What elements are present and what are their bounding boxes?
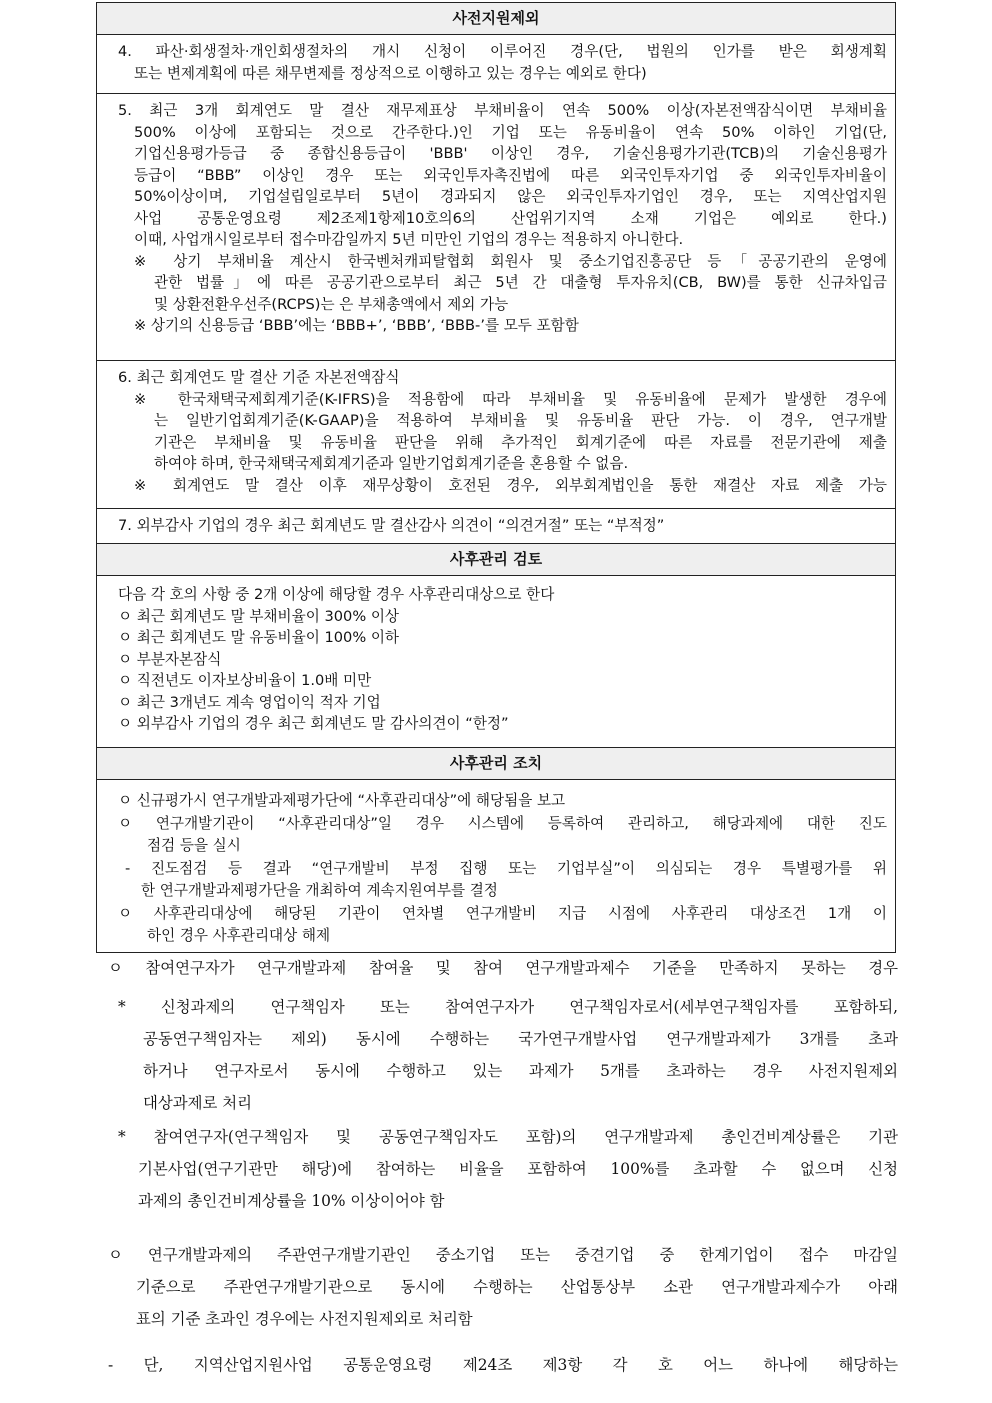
eligibility-table [96, 2, 896, 953]
body-line: 기본사업(연구기관만 해당)에 참여하는 비율을 포함하여 100%를 초과할 수 없으며 신청 [138, 1160, 898, 1178]
item-7-line: 7. 외부감사 기업의 경우 최근 회계년도 말 결산감사 의견이 “의견거절” 또는 “부적정” [118, 517, 665, 534]
post-action-cell [97, 780, 896, 953]
post-review-cell [97, 576, 896, 748]
body-line: ㅇ 참여연구자가 연구개발과제 참여율 및 참여 연구개발과제수 기준을 만족하지 못하는 경우 [108, 959, 898, 977]
post-review-item: ㅇ 최근 회계년도 말 부채비율이 300% 이상 [118, 607, 400, 625]
paragraph-marginal-firm [108, 1239, 898, 1335]
post-review-item: ㅇ 최근 3개년도 계속 영업이익 적자 기업 [118, 693, 381, 711]
item-5-line: 기업신용평가등급 중 종합신용등급이 'BBB' 이상인 경우, 기술신용평가기관(TCB)의 기술신용평가 [134, 145, 887, 162]
item-5-line: 5. 최근 3개 회계연도 말 결산 재무제표상 부채비율이 연속 500% 이상(자본전액잠식이면 부채비율 [118, 102, 887, 119]
item-5-cell [97, 94, 896, 361]
body-line: 대상과제로 처리 [143, 1094, 252, 1112]
post-action-item: ㅇ 신규평가시 연구개발과제평가단에 “사후관리대상”에 해당됨을 보고 [118, 792, 566, 809]
item-5-note: ※ 상기의 신용등급 ‘BBB’에는 ‘BBB+’, ‘BBB’, ‘BBB-’를 모두 포함함 [134, 317, 579, 334]
post-review-item: ㅇ 부분자본잠식 [118, 650, 222, 668]
paragraph-participation [108, 952, 898, 984]
body-line: 공동연구책임자는 제외) 동시에 수행하는 국가연구개발사업 연구개발과제가 3개를 초과 [143, 1030, 898, 1048]
body-line: 과제의 총인건비계상률을 10% 이상이어야 함 [138, 1192, 445, 1210]
post-review-item: ㅇ 외부감사 기업의 경우 최근 회계년도 말 감사의견이 “한정” [118, 715, 509, 732]
section-title-post-review: 사후관리 검토 [97, 544, 896, 576]
item-6-note: 하여야 하며, 한국채택국제회계기준과 일반기업회계기준을 혼용할 수 없음. [154, 455, 629, 472]
note-task-limit [118, 991, 898, 1119]
section-title-post-action: 사후관리 조치 [97, 748, 896, 780]
paragraph-exception [108, 1349, 898, 1381]
post-action-subitem: - 진도점검 등 결과 “연구개발비 부정 집행 또는 기업부실”이 의심되는 경우 특별평가를 위 [125, 859, 887, 877]
post-review-item: ㅇ 최근 회계년도 말 유동비율이 100% 이하 [118, 629, 400, 646]
item-6-note: 는 일반기업회계기준(K-GAAP)을 적용하여 부채비율 및 유동비율 판단 가능. 이 경우, 연구개발 [154, 412, 887, 429]
note-labor-cost [118, 1121, 898, 1217]
item-5-line: 50%이상이며, 기업설립일로부터 5년이 경과되지 않은 외국인투자기업인 경우, 또는 지역산업지원 [134, 188, 887, 205]
body-line: 표의 기준 초과인 경우에는 사전지원제외로 처리함 [136, 1310, 473, 1328]
body-line: 기준으로 주관연구개발기관으로 동시에 수행하는 산업통상부 소관 연구개발과제수가 아래 [136, 1278, 898, 1296]
body-line: - 단, 지역산업지원사업 공통운영요령 제24조 제3항 각 호 어느 하나에 해당하는 [108, 1356, 898, 1374]
item-6-note: 기관은 부채비율 및 유동비율 판단을 위해 추가적인 회계기준에 따른 자료를 전문기관에 제출 [154, 433, 887, 451]
post-action-subitem: 한 연구개발과제평가단을 개최하여 계속지원여부를 결정 [141, 882, 498, 899]
item-4-line: 4. 파산·회생절차·개인회생절차의 개시 신청이 이루어진 경우(단, 법원의 인가를 받은 회생계획 [118, 43, 887, 60]
post-action-item: ㅇ 연구개발기관이 “사후관리대상”일 경우 시스템에 등록하여 관리하고, 해당과제에 대한 진도 [118, 814, 887, 832]
post-action-item: 하인 경우 사후관리대상 해제 [147, 927, 331, 944]
item-5-note: ※ 상기 부채비율 계산시 한국벤처캐피탈협회 회원사 및 중소기업진흥공단 등「공공기관의 운영에 [134, 252, 887, 270]
section-title-pre-exclusion: 사전지원제외 [97, 3, 896, 35]
item-7-cell [97, 509, 896, 544]
body-line: 하거나 연구자로서 동시에 수행하고 있는 과제가 5개를 초과하는 경우 사전지원제외 [143, 1062, 898, 1080]
post-review-item: ㅇ 직전년도 이자보상비율이 1.0배 미만 [118, 672, 372, 689]
item-5-line: 이때, 사업개시일로부터 접수마감일까지 5년 미만인 기업의 경우는 적용하지 아니한다. [134, 231, 684, 248]
post-action-item: ㅇ 사후관리대상에 해당된 기관이 연차별 연구개발비 지급 시점에 사후관리 대상조건 1개 이 [118, 904, 887, 922]
item-4-cell [97, 35, 896, 94]
post-action-item: 점검 등을 실시 [147, 837, 241, 854]
item-5-note: 및 상환전환우선주(RCPS)는 은 부채총액에서 제외 가능 [154, 295, 509, 313]
item-6-cell [97, 361, 896, 509]
item-5-line: 500% 이상에 포함되는 것으로 간주한다.)인 기업 또는 유동비율이 연속 50% 이하인 기업(단, [134, 123, 887, 141]
body-line: * 신청과제의 연구책임자 또는 참여연구자가 연구책임자로서(세부연구책임자를 포함하되, [118, 998, 898, 1016]
item-5-line: 등급이 “BBB” 이상인 경우 또는 외국인투자촉진법에 따른 외국인투자기업 중 외국인투자비율이 [134, 166, 887, 184]
item-4-line: 또는 변제계획에 따른 채무변제를 정상적으로 이행하고 있는 경우는 예외로 한다) [134, 64, 647, 82]
body-line: ㅇ 연구개발과제의 주관연구개발기관인 중소기업 또는 중견기업 중 한계기업이 접수 마감일 [108, 1246, 898, 1264]
body-line: * 참여연구자(연구책임자 및 공동연구책임자도 포함)의 연구개발과제 총인건비계상률은 기관 [118, 1128, 898, 1146]
item-6-note: ※ 한국채택국제회계기준(K-IFRS)을 적용함에 따라 부채비율 및 유동비율에 문제가 발생한 경우에 [134, 390, 887, 408]
item-6-line: 6. 최근 회계연도 말 결산 기준 자본전액잠식 [118, 369, 400, 386]
item-6-note: ※ 회계연도 말 결산 이후 재무상황이 호전된 경우, 외부회계법인을 통한 재결산 자료 제출 가능 [134, 476, 887, 494]
post-review-intro: 다음 각 호의 사항 중 2개 이상에 해당할 경우 사후관리대상으로 한다 [118, 586, 555, 603]
item-5-note: 관한 법률」에 따른 공공기관으로부터 최근 5년 간 대출형 투자유치(CB, BW)를 통한 신규차입금 [154, 274, 887, 291]
item-5-line: 사업 공통운영요령 제2조제1항제10호의6의 산업위기지역 소재 기업은 예외로 한다.) [134, 209, 887, 227]
